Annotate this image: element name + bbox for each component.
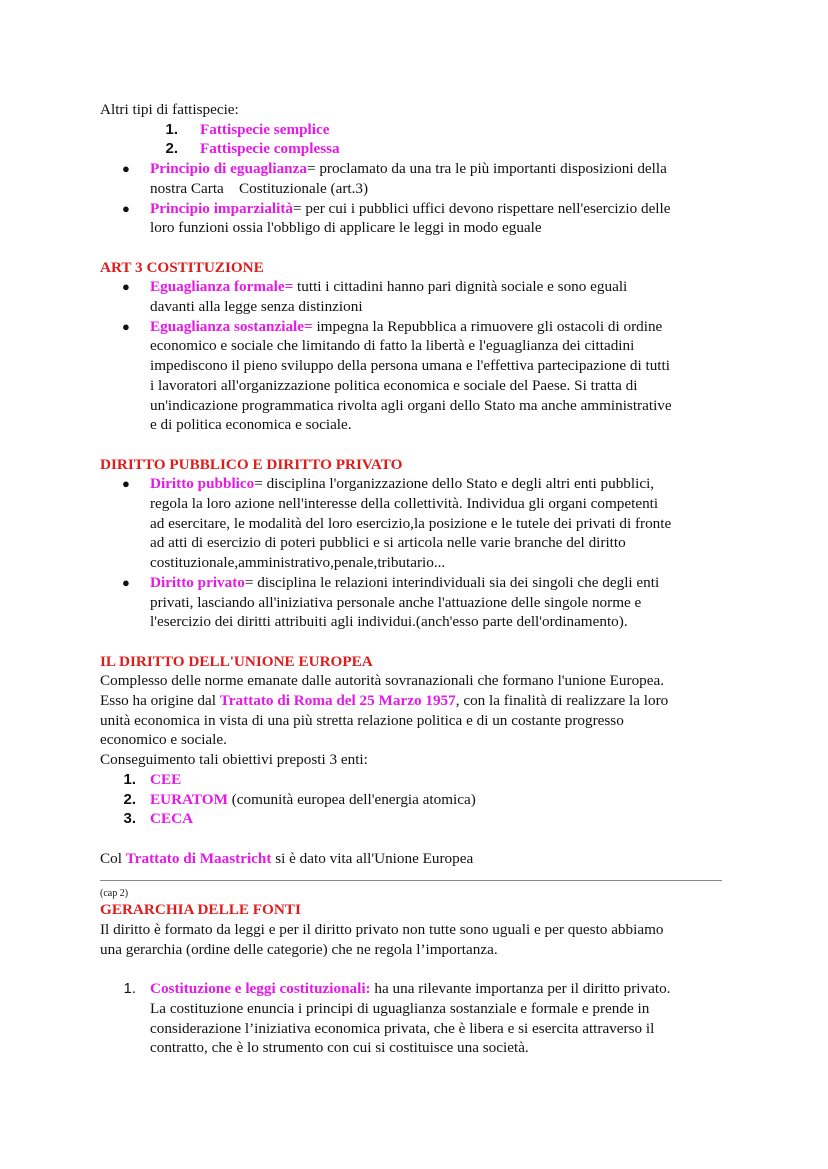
principles-list <box>100 159 728 238</box>
list-number: 3. <box>123 810 136 828</box>
ue-text-line2 <box>100 691 728 711</box>
ue-text: si è dato vita all'Unione Europea <box>271 849 474 867</box>
art3-text: tutti i cittadini hanno pari dignità sociale e sono eguali <box>293 278 628 296</box>
diritto-text: privati, lasciando all'iniziativa personale anche l'attuazione delle singole norme e <box>150 593 642 611</box>
enti-list <box>100 770 728 829</box>
bullet-icon: ● <box>122 200 130 216</box>
ue-text: , con la finalità di realizzare la loro <box>455 692 669 710</box>
list-item <box>100 159 728 198</box>
trattato-roma: Trattato di Roma del 25 Marzo 1957 <box>219 692 456 710</box>
list-item <box>100 199 728 238</box>
list-number: 2. <box>165 140 178 158</box>
ue-text: Complesso delle norme emanate dalle autorità sovranazionali che formano l'unione Europea. <box>100 672 665 690</box>
list-number: 1. <box>165 120 178 138</box>
art3-text: davanti alla legge senza distinzioni <box>150 298 363 316</box>
list-item <box>100 317 728 435</box>
bullet-icon: ● <box>122 574 130 590</box>
bullet-icon: ● <box>122 476 130 492</box>
diritto-term: Diritto pubblico <box>150 475 255 493</box>
divider <box>100 880 722 881</box>
ente-name: CECA <box>150 810 194 828</box>
maastricht-line <box>100 849 728 869</box>
fattispecie-list <box>100 120 728 159</box>
list-item <box>100 139 728 159</box>
principle-term: Principio di eguaglianza <box>150 160 307 178</box>
gerarchia-term: Costituzione e leggi costituzionali: <box>150 980 371 998</box>
gerarchia-list <box>100 979 728 1058</box>
art3-text: impegna la Repubblica a rimuovere gli ostacoli di ordine <box>312 317 663 335</box>
fattispecie-complessa: Fattispecie complessa <box>200 140 340 158</box>
gerarchia-text: considerazione l’iniziativa economica privata, che è libera e si esercita attraverso il <box>150 1019 655 1037</box>
diritto-text: ad esercitare, le modalità del loro esercizio,la posizione e le tutele dei privati di fronte <box>150 514 672 532</box>
bullet-icon: ● <box>122 279 130 295</box>
list-item <box>100 790 728 810</box>
bullet-icon: ● <box>122 318 130 334</box>
art3-text: i lavoratori all'organizzazione politica economica e sociale del Paese. Si tratta di <box>150 376 638 394</box>
list-item <box>100 277 728 316</box>
list-number: 1. <box>123 980 136 998</box>
principle-text-cont: loro funzioni ossia l'obbligo di applicare le leggi in modo eguale <box>150 219 542 237</box>
gerarchia-text: La costituzione enuncia i principi di uguaglianza sostanziale e formale e prende in <box>150 999 650 1017</box>
art3-text: impediscono il pieno sviluppo della persona umana e l'effettiva partecipazione di tutti <box>150 357 670 375</box>
principle-term: Principio imparzialità <box>150 199 293 217</box>
chapter-label: (cap 2) <box>100 888 129 900</box>
ente-desc: (comunità europea dell'energia atomica) <box>227 790 476 808</box>
ue-text: Col <box>100 849 126 867</box>
cap2-text: Il diritto è formato da leggi e per il diritto privato non tutte sono uguali e per questo abbiamo <box>100 921 664 939</box>
intro-title: Altri tipi di fattispecie: <box>100 101 239 118</box>
section-heading-gerarchia: GERARCHIA DELLE FONTI <box>100 901 301 919</box>
list-item <box>100 979 728 1058</box>
ue-text: economico e sociale. <box>100 731 227 749</box>
diritto-text: ad atti di esercizio di poteri pubblici e si articola nelle varie branche del diritto <box>150 534 626 552</box>
list-item <box>100 120 728 140</box>
gerarchia-text: contratto, che è lo strumento con cui si costituisce una società. <box>150 1039 529 1057</box>
ue-text: Conseguimento tali obiettivi preposti 3 enti: <box>100 751 368 769</box>
principle-text-cont: nostra Carta Costituzionale (art.3) <box>150 179 369 197</box>
art3-term: Eguaglianza formale= <box>150 278 294 296</box>
list-item <box>100 573 728 632</box>
art3-text: economico e sociale che limitando di fatto la libertà e l'eguaglianza dei cittadini <box>150 337 635 355</box>
ente-name: EURATOM <box>150 790 228 808</box>
list-number: 2. <box>123 790 136 808</box>
diritto-list <box>100 474 728 632</box>
diritto-text: regola la loro azione nell'interesse della collettività. Individua gli organi competenti <box>150 495 659 513</box>
list-item <box>100 474 728 573</box>
list-item <box>100 809 728 829</box>
section-heading-art3: ART 3 COSTITUZIONE <box>100 258 264 276</box>
diritto-term: Diritto privato <box>150 573 245 591</box>
cap2-text: una gerarchia (ordine delle categorie) che ne regola l’importanza. <box>100 940 498 958</box>
art3-term: Eguaglianza sostanziale= <box>150 317 313 335</box>
diritto-text: l'esercizio dei diritti attribuiti agli individui.(anch'esso parte dell'ordinamento). <box>150 613 628 631</box>
diritto-text: costituzionale,amministrativo,penale,tributario... <box>150 554 446 572</box>
list-item <box>100 770 728 790</box>
trattato-maastricht: Trattato di Maastricht <box>125 849 272 867</box>
diritto-text: = disciplina le relazioni interindividuali sia dei singoli che degli enti <box>244 573 660 591</box>
principle-text: = per cui i pubblici uffici devono rispettare nell'esercizio delle <box>293 199 671 217</box>
art3-text: e di politica economica e sociale. <box>150 416 352 434</box>
section-heading-ue: IL DIRITTO DELL'UNIONE EUROPEA <box>100 652 373 670</box>
diritto-text: = disciplina l'organizzazione dello Stato e degli altri enti pubblici, <box>254 475 655 493</box>
gerarchia-text: ha una rilevante importanza per il diritto privato. <box>370 980 671 998</box>
fattispecie-semplice: Fattispecie semplice <box>200 120 330 138</box>
art3-list <box>100 277 728 435</box>
ue-text: Esso ha origine dal <box>100 692 220 710</box>
ue-text: unità economica in vista di una più stretta relazione politica e di un costante progresso <box>100 711 624 729</box>
principle-text: = proclamato da una tra le più importanti disposizioni della <box>306 160 667 178</box>
section-heading-diritto: DIRITTO PUBBLICO E DIRITTO PRIVATO <box>100 455 403 473</box>
art3-text: un'indicazione programmatica rivolta agli organi dello Stato ma anche amministrative <box>150 396 672 414</box>
list-number: 1. <box>123 770 136 788</box>
document-page <box>100 100 728 1058</box>
bullet-icon: ● <box>122 161 130 177</box>
ente-name: CEE <box>150 770 182 788</box>
